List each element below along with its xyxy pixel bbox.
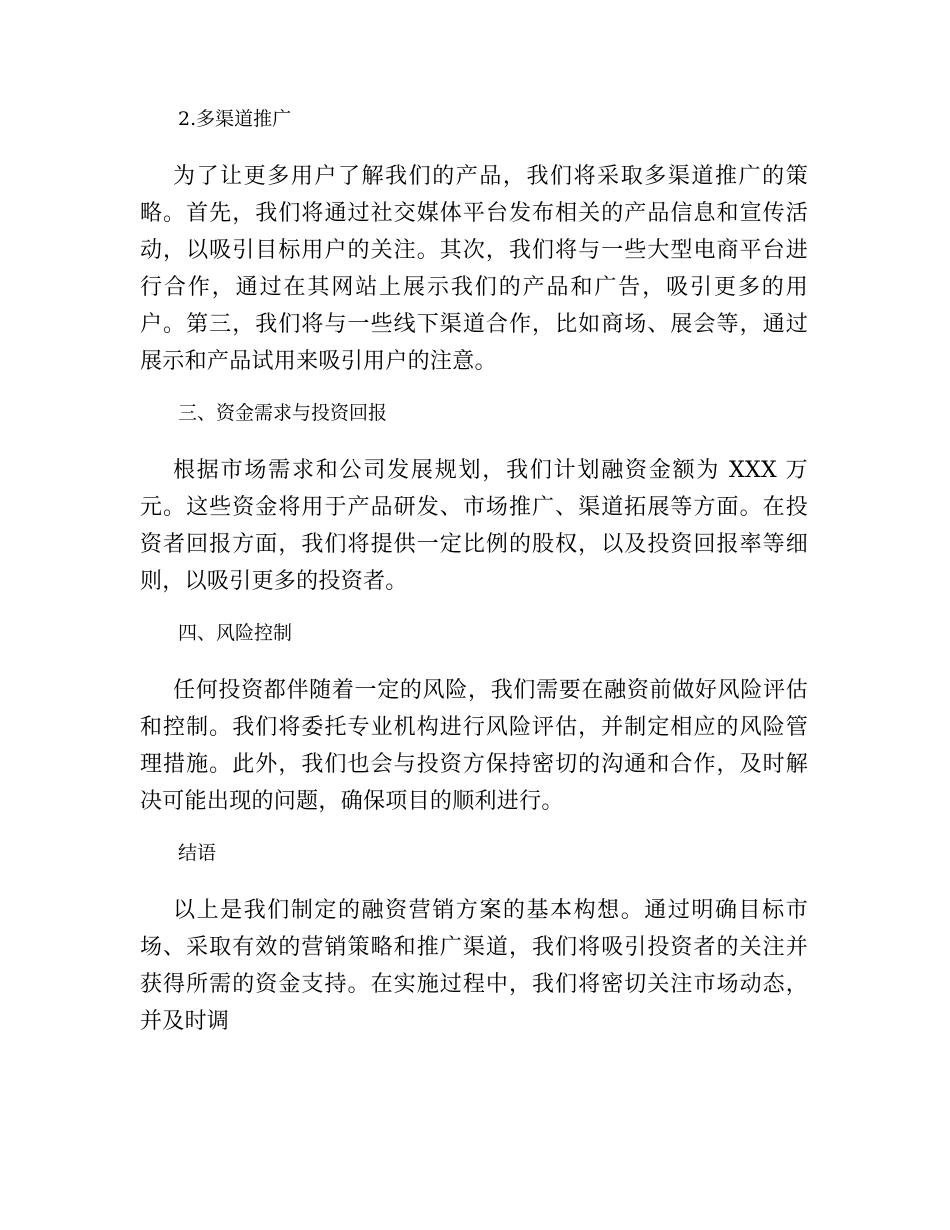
document-page (140, 100, 808, 1054)
section-heading-multichannel: 2.多渠道推广 (178, 108, 292, 130)
section-heading-risk: 四、风险控制 (178, 622, 293, 644)
paragraph-funding: 根据市场需求和公司发展规划，我们计划融资金额为 XXX 万元。这些资金将用于产品研发、市场推广、渠道拓展等方面。在投资者回报方面，我们将提供一定比例的股权，以及投资回报率等细则，以吸引更多的投资者。 (140, 458, 808, 594)
paragraph-conclusion: 以上是我们制定的融资营销方案的基本构想。通过明确目标市场、采取有效的营销策略和推广渠道，我们将吸引投资者的关注并获得所需的资金支持。在实施过程中，我们将密切关注市场动态，并及时调 (140, 898, 808, 1034)
section-heading-conclusion: 结语 (178, 842, 217, 864)
paragraph-multichannel: 为了让更多用户了解我们的产品，我们将采取多渠道推广的策略。首先，我们将通过社交媒体平台发布相关的产品信息和宣传活动，以吸引目标用户的关注。其次，我们将与一些大型电商平台进行合作，通过在其网站上展示我们的产品和广告，吸引更多的用户。第三，我们将与一些线下渠道合作，比如商场、展会等，通过展示和产品试用来吸引用户的注意。 (140, 164, 808, 374)
section-heading-funding: 三、资金需求与投资回报 (178, 402, 388, 424)
paragraph-risk: 任何投资都伴随着一定的风险，我们需要在融资前做好风险评估和控制。我们将委托专业机构进行风险评估，并制定相应的风险管理措施。此外，我们也会与投资方保持密切的沟通和合作，及时解决可能出现的问题，确保项目的顺利进行。 (140, 678, 808, 814)
